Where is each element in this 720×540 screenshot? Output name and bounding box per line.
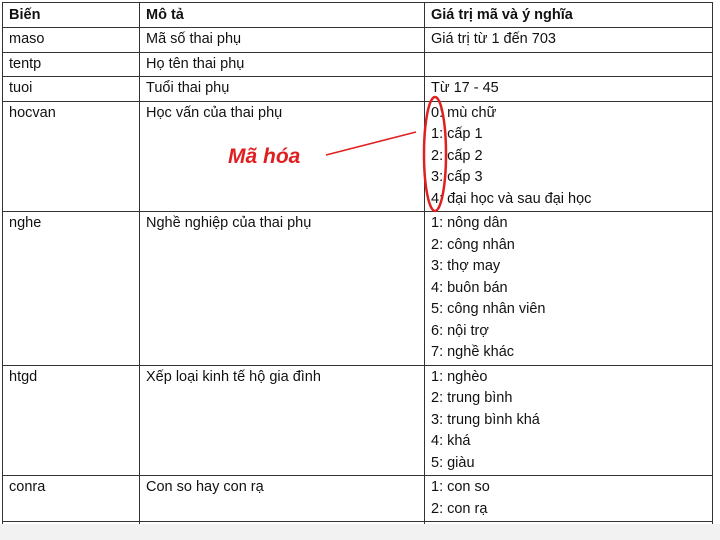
code-value: 0: mù chữ (431, 104, 497, 121)
code-value: 2: công nhân (431, 236, 515, 253)
table-row (3, 28, 713, 53)
variable-name: hocvan (3, 101, 140, 212)
table-row (3, 77, 713, 102)
variable-description: Nghề nghiệp của thai phụ (140, 212, 425, 366)
code-value: 3: thợ may (431, 258, 501, 274)
code-values-cell (425, 476, 713, 522)
variable-codebook-table (2, 2, 713, 536)
code-value: 1: con so (431, 479, 490, 495)
annotation-label: Mã hóa (228, 145, 301, 168)
code-value: 4: buôn bán (431, 279, 508, 296)
code-values-cell (425, 52, 713, 77)
variable-description: Xếp loại kinh tế hộ gia đình (140, 365, 425, 476)
code-value: 2: cấp 2 (431, 147, 483, 164)
code-value: 5: công nhân viên (431, 301, 546, 317)
code-value: 1: cấp 1 (431, 126, 483, 142)
header-codes: Giá trị mã và ý nghĩa (425, 3, 713, 28)
table-body (3, 28, 713, 536)
header-row (3, 3, 713, 28)
code-value: Giá trị từ 1 đến 703 (431, 31, 556, 47)
variable-description: Con so hay con rạ (140, 476, 425, 522)
code-value: 2: con rạ (431, 500, 488, 517)
variable-description: Họ tên thai phụ (140, 52, 425, 77)
code-value: Từ 17 - 45 (431, 80, 499, 96)
variable-name: tuoi (3, 77, 140, 102)
variable-name: conra (3, 476, 140, 522)
code-value: 6: nội trợ (431, 322, 489, 339)
code-value: 1: nghèo (431, 368, 488, 385)
code-value: 2: trung bình (431, 390, 513, 406)
variable-description: Mã số thai phụ (140, 28, 425, 53)
header-description: Mô tả (140, 3, 425, 28)
variable-name: htgd (3, 365, 140, 476)
variable-name: nghe (3, 212, 140, 366)
code-values-cell (425, 77, 713, 102)
table-row (3, 365, 713, 476)
code-value (431, 54, 706, 76)
table-row (3, 476, 713, 522)
table-row (3, 101, 713, 212)
code-value: 7: nghề khác (431, 344, 515, 360)
code-value: 5: giàu (431, 454, 475, 471)
header-variable: Biến (3, 3, 140, 28)
code-value: 3: trung bình khá (431, 411, 540, 428)
table-row (3, 52, 713, 77)
variable-name: tentp (3, 52, 140, 77)
code-values-cell (425, 365, 713, 476)
code-value: 1: nông dân (431, 215, 508, 231)
code-values-cell (425, 212, 713, 366)
code-value: 4: đại học và sau đại học (431, 190, 592, 207)
variable-description: Học vấn của thai phụ (140, 101, 425, 212)
code-values-cell (425, 101, 713, 212)
page-bottom-edge (0, 524, 720, 540)
code-value: 3: cấp 3 (431, 169, 483, 185)
table-row (3, 212, 713, 366)
variable-name: maso (3, 28, 140, 53)
code-values-cell (425, 28, 713, 53)
code-value: 4: khá (431, 433, 471, 449)
variable-description: Tuổi thai phụ (140, 77, 425, 102)
